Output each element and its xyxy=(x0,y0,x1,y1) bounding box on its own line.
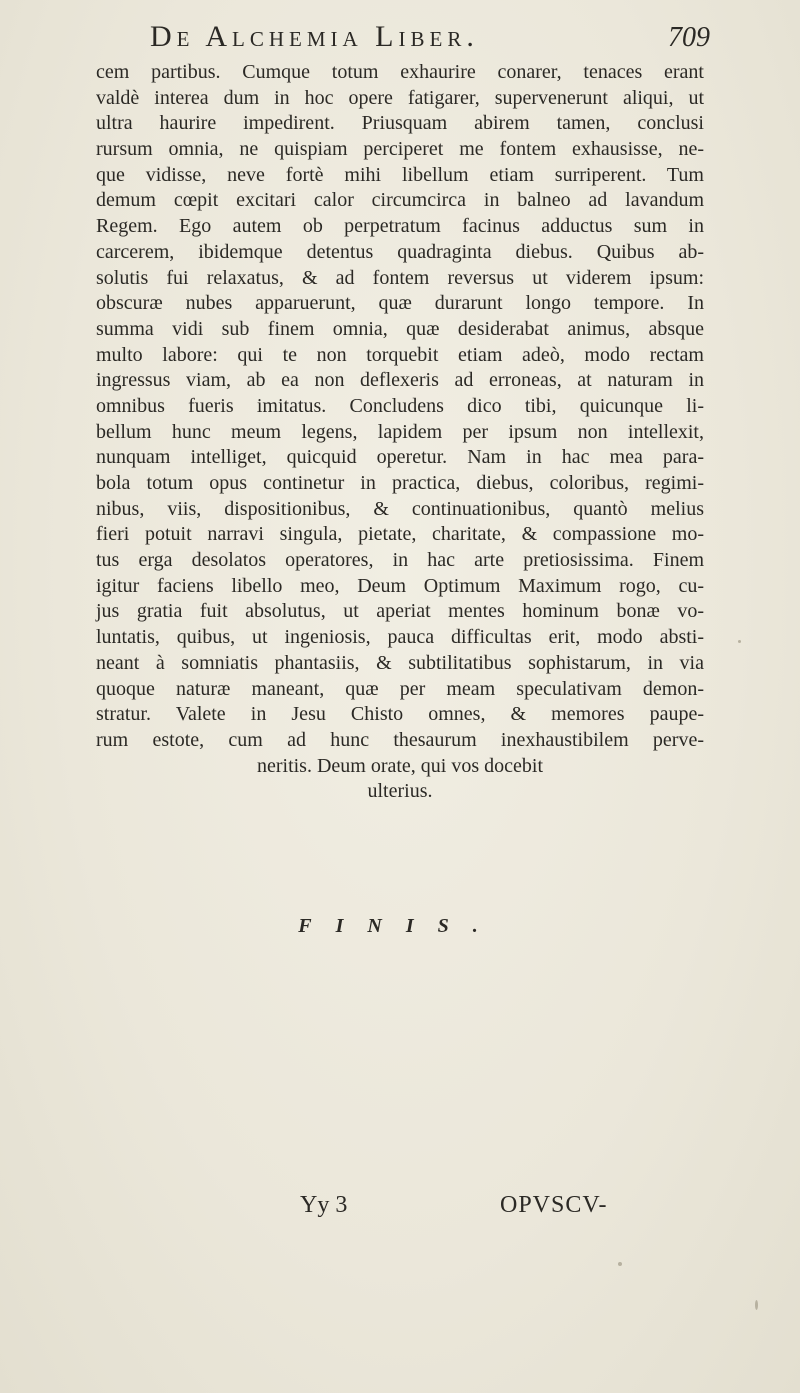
text-line: quoque naturæ maneant, quæ per meam speculativam demon- xyxy=(96,677,704,700)
finis-colophon: FINIS. xyxy=(298,915,502,937)
text-line: igitur faciens libello meo, Deum Optimum Maximum rogo, cu- xyxy=(96,574,704,597)
text-line: omnibus fueris imitatus. Concludens dico tibi, quicunque li- xyxy=(96,394,704,417)
text-line: solutis fui relaxatus, & ad fontem reversus ut viderem ipsum: xyxy=(96,266,704,289)
text-line: stratur. Valete in Jesu Chisto omnes, & memores paupe- xyxy=(96,703,704,726)
text-line: nunquam intelliget, quicquid operetur. Nam in hac mea para- xyxy=(96,446,704,469)
text-line: tus erga desolatos operatores, in hac arte pretiosissima. Finem xyxy=(96,549,704,572)
text-line: Regem. Ego autem ob perpetratum facinus adductus sum in xyxy=(96,215,704,238)
signature-mark: Yy 3 xyxy=(300,1192,348,1218)
text-line: ingressus viam, ab ea non deflexeris ad erroneas, at naturam in xyxy=(96,369,704,392)
text-line: luntatis, quibus, ut ingeniosis, pauca difficultas erit, modo absti- xyxy=(96,626,704,649)
paper-speck xyxy=(738,640,741,643)
text-line: que vidisse, neve fortè mihi libellum etiam surriperent. Tum xyxy=(96,163,704,186)
text-line: multo labore: qui te non torquebit etiam adeò, modo rectam xyxy=(96,343,704,366)
paper-speck xyxy=(618,1262,622,1266)
text-line: obscuræ nubes apparuerunt, quæ durarunt longo tempore. In xyxy=(96,292,704,315)
page-number: 709 xyxy=(668,22,710,53)
text-line: valdè interea dum in hoc opere fatigarer, supervenerunt aliqui, ut xyxy=(96,86,704,109)
text-line: cem partibus. Cumque totum exhaurire conarer, tenaces erant xyxy=(96,61,704,83)
text-line: summa vidi sub finem omnia, quæ desiderabat animus, absque xyxy=(96,317,704,340)
text-line: neant à somniatis phantasiis, & subtilitatibus sophistarum, in via xyxy=(96,651,704,674)
text-line: demum cœpit excitari calor circumcirca in balneo ad lavandum xyxy=(96,189,704,212)
text-line: carcerem, ibidemque detentus quadraginta diebus. Quibus ab- xyxy=(96,240,704,263)
catchword: OPVSCV- xyxy=(500,1192,608,1218)
page-footer xyxy=(300,1192,700,1232)
text-line: rum estote, cum ad hunc thesaurum inexhaustibilem perve- xyxy=(96,728,704,751)
text-line: bellum hunc meum legens, lapidem per ipsum non intellexit, xyxy=(96,420,704,443)
text-line: bola totum opus continetur in practica, diebus, coloribus, regimi- xyxy=(96,472,704,494)
page-header xyxy=(90,20,710,60)
text-line: neritis. Deum orate, qui vos docebit xyxy=(256,754,544,777)
text-line: ultra haurire impedirent. Priusquam abirem tamen, conclusi xyxy=(96,112,704,135)
text-line: ulterius. xyxy=(367,780,433,803)
text-line: rursum omnia, ne quispiam perciperet me fontem exhausisse, ne- xyxy=(96,138,704,161)
body-text xyxy=(96,60,704,805)
paper-speck xyxy=(755,1300,758,1310)
text-line: nibus, viis, dispositionibus, & continuationibus, quantò melius xyxy=(96,497,704,520)
text-line: jus gratia fuit absolutus, ut aperiat mentes hominum bonæ vo- xyxy=(96,600,704,623)
running-title: De Alchemia Liber. xyxy=(150,20,479,53)
text-line: fieri potuit narravi singula, pietate, charitate, & compassione mo- xyxy=(96,523,704,546)
